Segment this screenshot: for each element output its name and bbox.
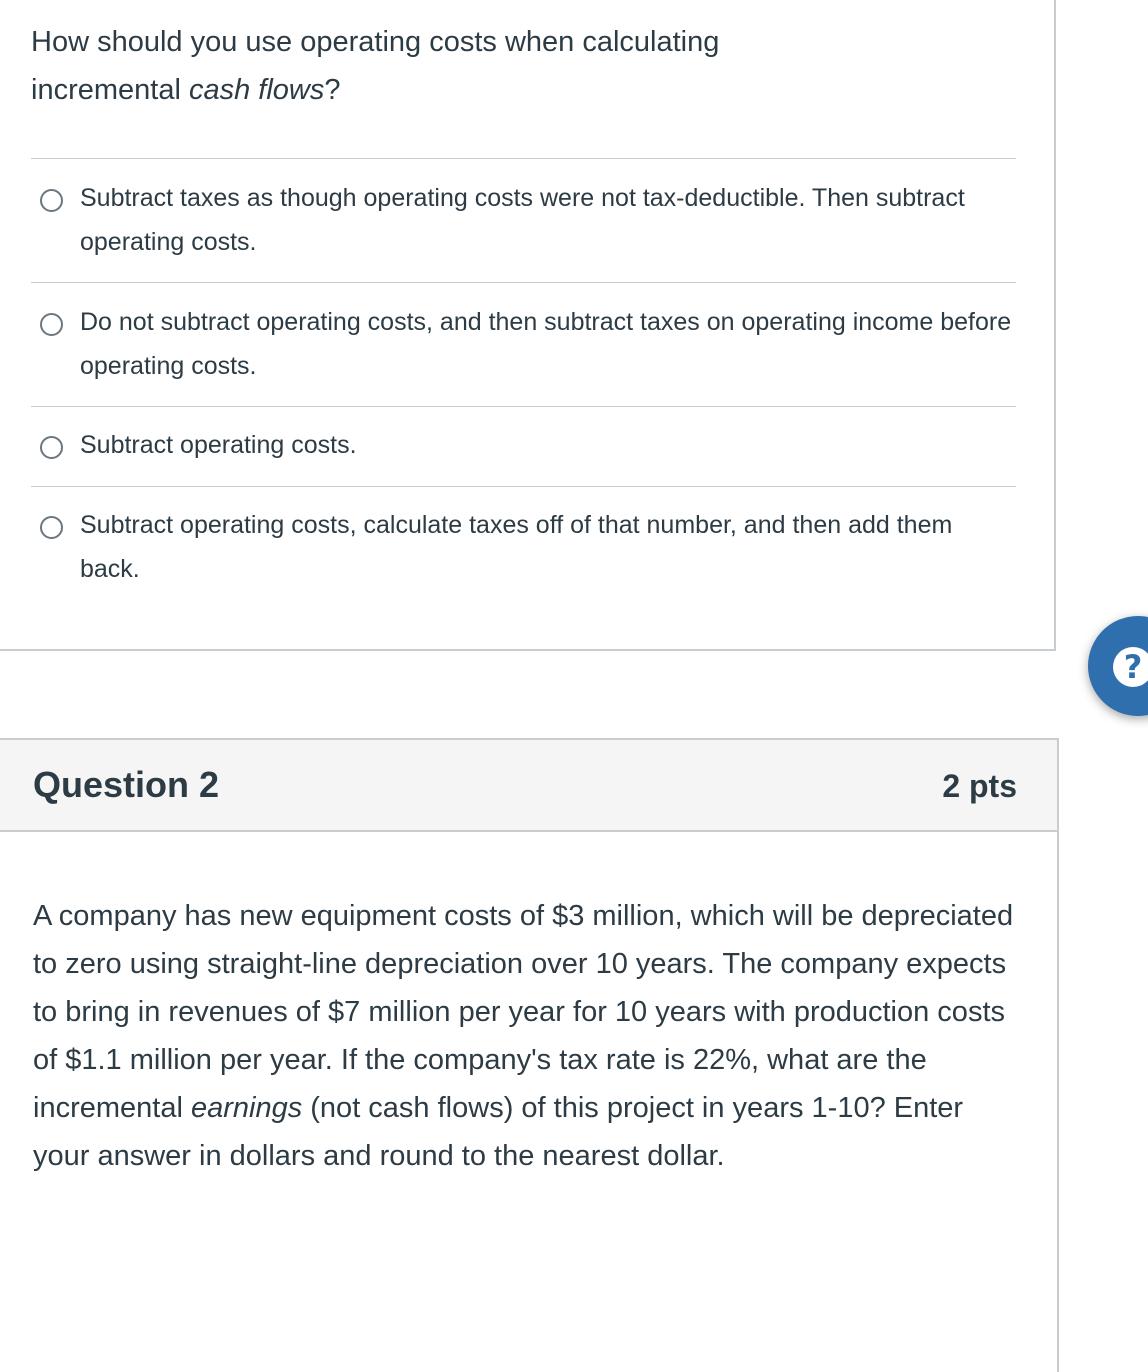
answer-option-2-label: Do not subtract operating costs, and then subtract taxes on operating income before operating costs. xyxy=(80,308,1012,380)
radio-button-4[interactable] xyxy=(40,516,63,539)
question-1-text-part1: How should you use operating costs when calculating incremental xyxy=(31,26,720,106)
question-2-points: 2 pts xyxy=(942,768,1017,804)
question-2-title: Question 2 xyxy=(33,764,220,805)
answer-option-1[interactable] xyxy=(31,158,1016,282)
question-1-text xyxy=(31,18,831,114)
question-1-text-emphasis: cash flows xyxy=(188,74,325,106)
question-1-text-part2: ? xyxy=(324,74,341,106)
help-button[interactable] xyxy=(1088,616,1148,716)
answer-option-4-label: Subtract operating costs, calculate taxes off of that number, and then add them back. xyxy=(80,511,953,583)
question-2-header xyxy=(0,738,1059,832)
question-2-text-emphasis: earnings xyxy=(190,1092,303,1124)
radio-button-2[interactable] xyxy=(40,313,63,336)
question-2-text-part1: A company has new equipment costs of $3 million, which will be depreciated to zero using straight-line depreciation over 10 years. The company expects to bring in revenues of $7 million per year for 10 years with production costs of $1.1 million per year. If the company's tax rate is 22%, what are the incremental xyxy=(33,900,1014,1124)
radio-button-3[interactable] xyxy=(40,436,63,459)
question-2-text-part2: (not cash flows) of this project in years 1-10? Enter your answer in dollars and round to the nearest dollar. xyxy=(33,1092,964,1172)
question-1-card xyxy=(0,0,1056,651)
question-2-text xyxy=(33,892,1023,1180)
answer-option-2[interactable] xyxy=(31,282,1016,406)
answer-option-4[interactable] xyxy=(31,486,1016,606)
answer-option-3-label: Subtract operating costs. xyxy=(80,431,357,459)
answer-option-3[interactable] xyxy=(31,406,1016,486)
answer-list xyxy=(31,158,1016,606)
answer-option-1-label: Subtract taxes as though operating costs were not tax-deductible. Then subtract operating costs. xyxy=(80,184,965,256)
question-2-body xyxy=(0,832,1059,1372)
radio-button-1[interactable] xyxy=(40,189,63,212)
question-mark-icon: ? xyxy=(1113,647,1148,687)
